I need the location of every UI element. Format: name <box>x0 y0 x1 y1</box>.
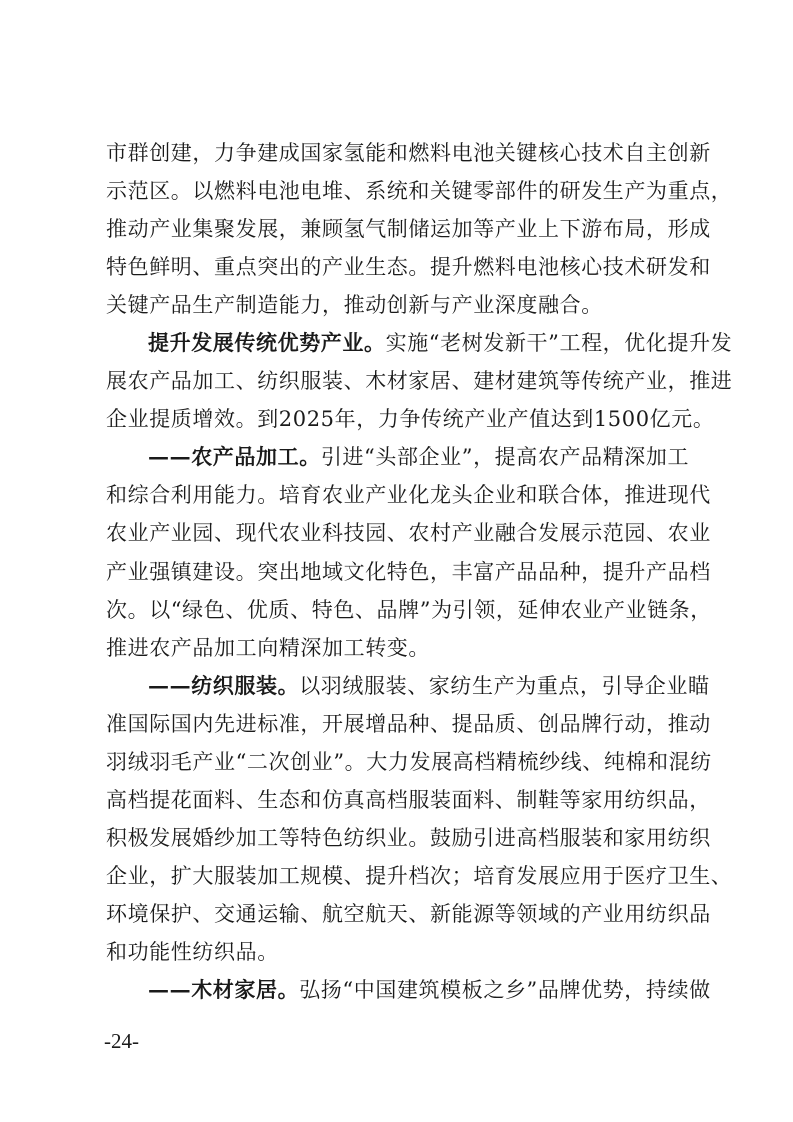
line-text: 产业强镇建设。突出地域文化特色，丰富产品品种，提升产品档 <box>106 560 711 584</box>
text-line <box>106 899 711 929</box>
line-text: 特色鲜明、重点突出的产业生态。提升燃料电池核心技术研发和 <box>106 255 711 279</box>
line-text: 和功能性纺织品。 <box>106 940 279 964</box>
line-text: 关键产品生产制造能力，推动创新与产业深度融合。 <box>106 293 603 317</box>
text-line <box>106 937 696 967</box>
text-line <box>106 404 715 434</box>
line-text: 羽绒羽毛产业“二次创业”。大力发展高档精梳纱线、纯棉和混纺 <box>106 750 712 774</box>
paragraph-heading-line <box>148 671 710 701</box>
line-text: 和综合利用能力。培育农业产业化龙头企业和联合体，推进现代 <box>106 483 711 507</box>
line-text: 次。以“绿色、优质、特色、品牌”为引领，延伸农业产业链条， <box>106 598 712 622</box>
line-text: 高档提花面料、生态和仿真高档服装面料、制鞋等家用纺织品， <box>106 788 711 812</box>
text-line <box>106 176 733 206</box>
text-line <box>106 366 733 396</box>
text-line <box>106 595 712 625</box>
line-text: 准国际国内先进标准，开展增品种、提品质、创品牌行动，推动 <box>106 712 711 736</box>
text-line <box>106 823 711 853</box>
text-line <box>106 290 696 320</box>
text-line <box>106 709 711 739</box>
line-text: 环境保护、交通运输、航空航天、新能源等领域的产业用纺织品 <box>106 902 711 926</box>
paragraph-heading: ——纺织服装。 <box>148 673 300 698</box>
text-line <box>106 557 711 587</box>
text-line <box>106 747 712 777</box>
line-text: 企业，扩大服装加工规模、提升档次；培育发展应用于医疗卫生、 <box>106 864 733 888</box>
line-text: 实施“老树发新干”工程，优化提升发 <box>385 331 733 355</box>
line-text: 以羽绒服装、家纺生产为重点，引导企业瞄 <box>299 674 710 698</box>
text-line <box>106 138 711 168</box>
line-text: 企业提质增效。到2025年，力争传统产业产值达到1500亿元。 <box>106 407 715 431</box>
line-text: 积极发展婚纱加工等特色纺织业。鼓励引进高档服装和家用纺织 <box>106 826 711 850</box>
text-line <box>106 633 696 663</box>
page-number: -24- <box>104 1029 139 1053</box>
paragraph-heading: ——木材家居。 <box>148 977 300 1002</box>
line-text: 农业产业园、现代农业科技园、农村产业融合发展示范园、农业 <box>106 521 711 545</box>
text-line <box>106 785 711 815</box>
text-line <box>106 480 711 510</box>
line-text: 引进“头部企业”，提高农产品精深加工 <box>320 445 690 469</box>
line-text: 展农产品加工、纺织服装、木材家居、建材建筑等传统产业，推进 <box>106 369 733 393</box>
text-line <box>106 252 711 282</box>
line-text: 示范区。以燃料电池电堆、系统和关键零部件的研发生产为重点， <box>106 179 733 203</box>
text-line <box>106 214 711 244</box>
paragraph-heading-line <box>148 328 733 358</box>
text-line <box>106 518 711 548</box>
text-line <box>106 861 733 891</box>
line-text: 弘扬“中国建筑模板之乡”品牌优势，持续做 <box>299 978 711 1002</box>
line-text: 市群创建，力争建成国家氢能和燃料电池关键核心技术自主创新 <box>106 141 711 165</box>
paragraph-heading-line <box>148 442 696 472</box>
line-text: 推进农产品加工向精深加工转变。 <box>106 636 430 660</box>
paragraph-heading: ——农产品加工。 <box>148 444 321 469</box>
line-text: 推动产业集聚发展，兼顾氢气制储运加等产业上下游布局，形成 <box>106 217 711 241</box>
paragraph-heading-line <box>148 975 711 1005</box>
paragraph-heading: 提升发展传统优势产业。 <box>148 330 386 355</box>
